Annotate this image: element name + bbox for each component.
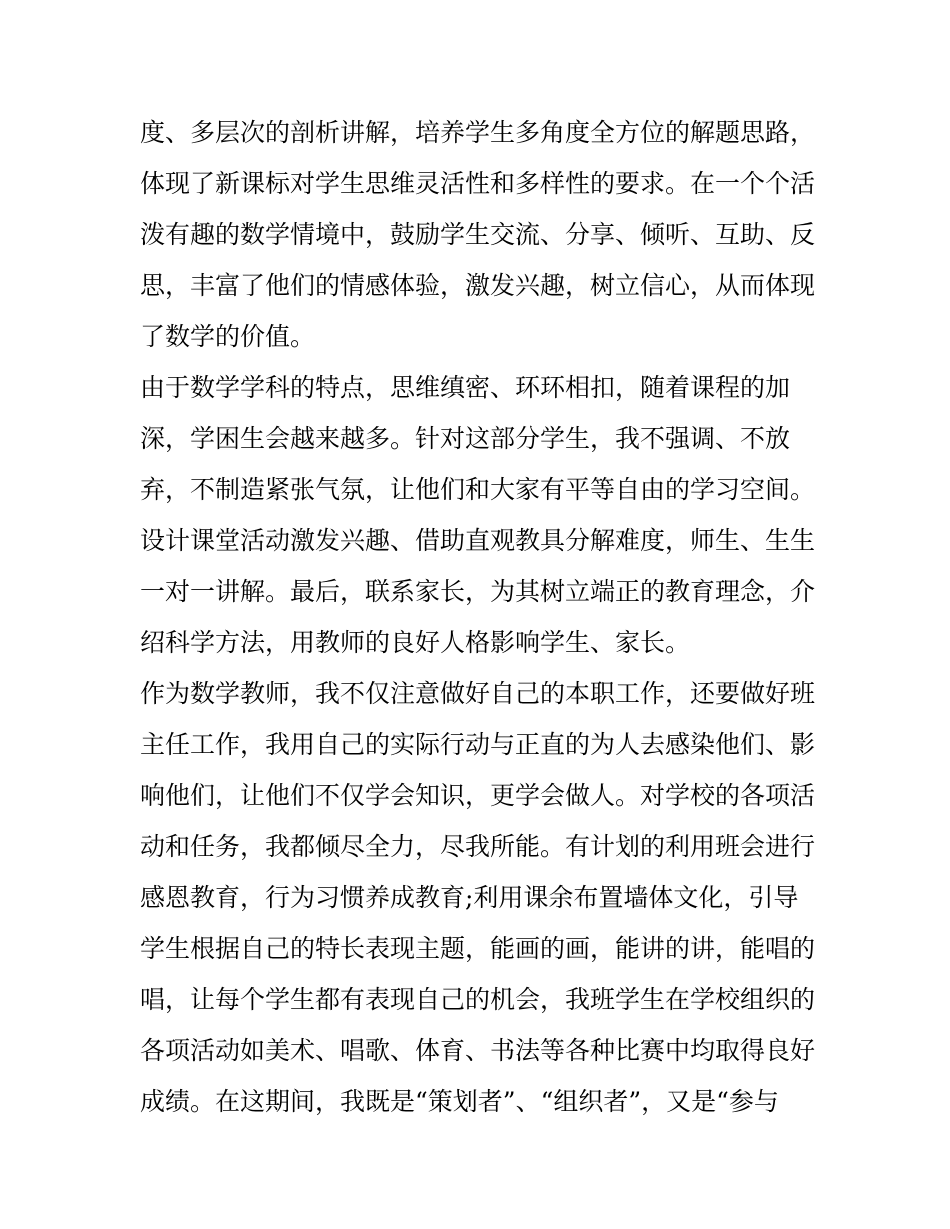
text-line: 了数学的价值。 — [140, 322, 316, 351]
text-line: 设计课堂活动激发兴趣、借助直观教具分解难度，师生、生生 — [140, 526, 816, 555]
text-line: 思，丰富了他们的情感体验，激发兴趣，树立信心，从而体现 — [140, 271, 816, 300]
text-line: 各项活动如美术、唱歌、体育、书法等各种比赛中均取得良好 — [140, 1036, 816, 1065]
text-line: 动和任务，我都倾尽全力，尽我所能。有计划的利用班会进行 — [140, 832, 816, 861]
text-line: 唱，让每个学生都有表现自己的机会，我班学生在学校组织的 — [140, 985, 816, 1014]
text-line: 泼有趣的数学情境中，鼓励学生交流、分享、倾听、互助、反 — [140, 220, 816, 249]
text-line: 深，学困生会越来越多。针对这部分学生，我不强调、不放 — [140, 424, 791, 453]
text-line: 作为数学教师，我不仅注意做好自己的本职工作，还要做好班 — [140, 679, 816, 708]
paragraph-2 — [140, 362, 830, 668]
text-line: 响他们，让他们不仅学会知识，更学会做人。对学校的各项活 — [140, 781, 816, 810]
paragraph-3 — [140, 668, 830, 1127]
text-line: 一对一讲解。最后，联系家长，为其树立端正的教育理念，介 — [140, 577, 816, 606]
text-line: 弃，不制造紧张气氛，让他们和大家有平等自由的学习空间。 — [140, 475, 816, 504]
text-line: 由于数学学科的特点，思维缜密、环环相扣，随着课程的加 — [140, 373, 791, 402]
text-line: 度、多层次的剖析讲解，培养学生多角度全方位的解题思路， — [140, 118, 816, 147]
text-line: 感恩教育，行为习惯养成教育;利用课余布置墙体文化，引导 — [140, 883, 799, 912]
text-line: 学生根据自己的特长表现主题，能画的画，能讲的讲，能唱的 — [140, 934, 816, 963]
document-body — [140, 107, 830, 1127]
text-line: 主任工作，我用自己的实际行动与正直的为人去感染他们、影 — [140, 730, 816, 759]
text-line: 体现了新课标对学生思维灵活性和多样性的要求。在一个个活 — [140, 169, 816, 198]
text-line: 成绩。在这期间，我既是“策划者”、“组织者”，又是“参与 — [140, 1087, 779, 1116]
paragraph-1 — [140, 107, 830, 362]
text-line: 绍科学方法，用教师的良好人格影响学生、家长。 — [140, 628, 691, 657]
